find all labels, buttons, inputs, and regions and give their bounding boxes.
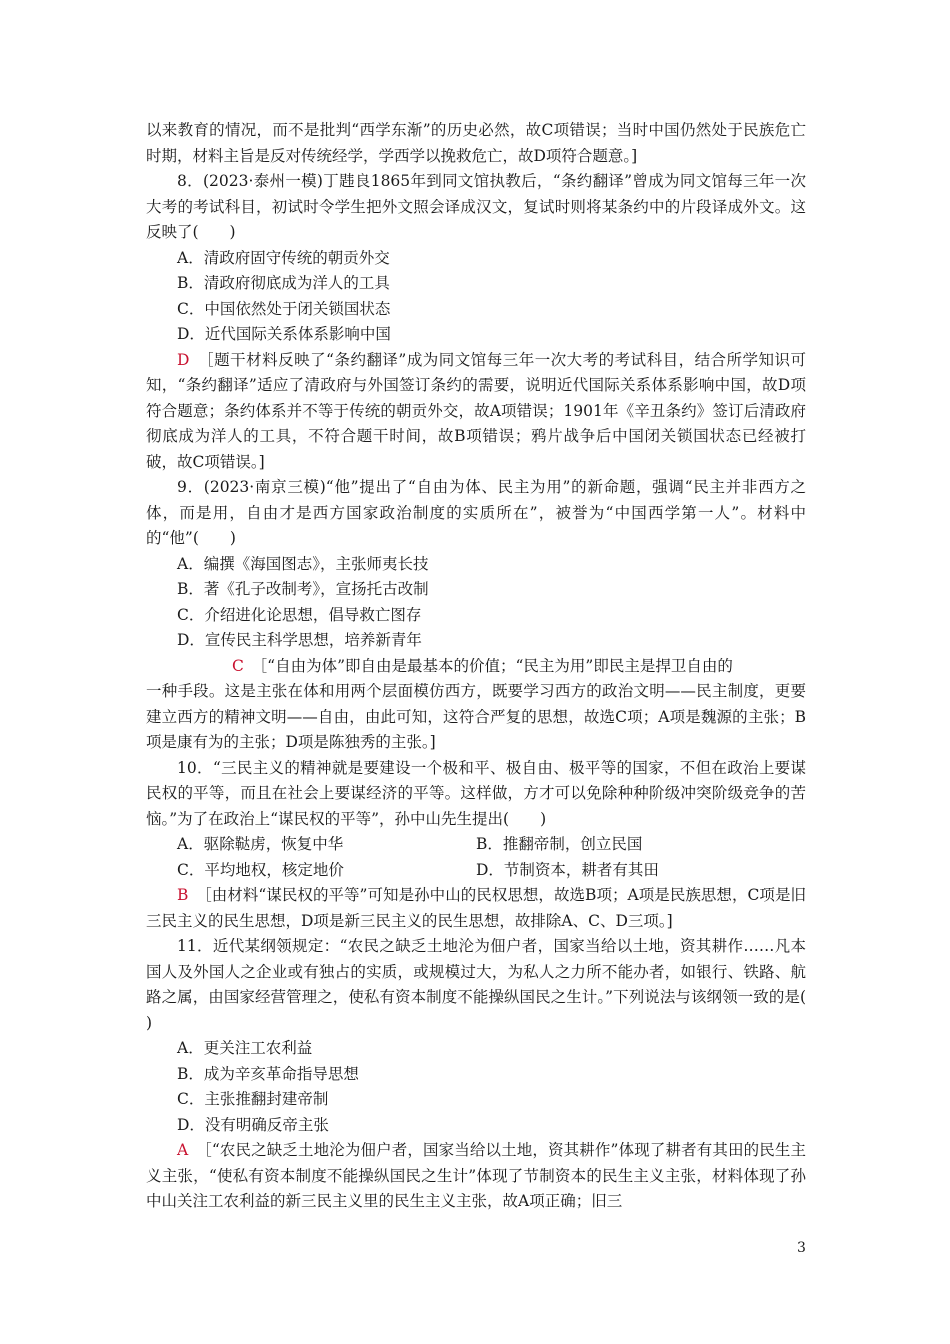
question-9-option-c: C．介绍进化论思想，倡导救亡图存 (177, 605, 422, 624)
page-body (146, 118, 838, 1215)
question-9-option-b: B．著《孔子改制考》，宣扬托古改制 (177, 580, 429, 598)
question-10-options-row-2 (146, 858, 806, 884)
question-8-option-b: B．清政府彻底成为洋人的工具 (177, 274, 390, 292)
question-11-option-a: A．更关注工农利益 (177, 1039, 313, 1057)
question-9-stem: 9．(2023·南京三模)“他”提出了“自由为体、民主为用”的新命题，强调“民主并非西方之体，而是用，自由才是西方国家政治制度的实质所在”，被誉为“中国西学第一人”。材料中的“他”( ) (146, 478, 806, 547)
question-8-stem: 8．(2023·泰州一模)丁韪良1865年到同文馆执教后，“条约翻译”曾成为同文馆每三年一次大考的考试科目，初试时令学生把外文照会译成汉文，复试时则将某条约中的片段译成外文。这反映了( ) (146, 172, 806, 241)
question-11-option-d: D．没有明确反帝主张 (177, 1115, 329, 1134)
question-9-option-a: A．编撰《海国图志》，主张师夷长技 (177, 554, 429, 573)
carryover-explanation: 以来教育的情况，而不是批判“西学东渐”的历史必然，故C项错误；当时中国仍然处于民族危亡时期，材料主旨是反对传统经学，学西学以挽救危亡，故D项符合题意。] (146, 121, 806, 165)
question-8-explanation: ［题干材料反映了“条约翻译”成为同文馆每三年一次大考的考试科目，结合所学知识可知，“条约翻译”适应了清政府与外国签订条约的需要，说明近代国际关系体系影响中国，故D项符合题意；条约体系并不等于传统的朝贡外交，故A项错误；1901年《辛丑条约》签订后清政府彻底成为洋人的工具，不符合题干时间，故B项错误；鸦片战争后中国闭关锁国状态已经被打破，故C项错误。] (146, 350, 806, 471)
question-10-answer-block (146, 883, 806, 934)
question-8-option-c: C．中国依然处于闭关锁国状态 (177, 299, 391, 318)
question-8-answer: D (177, 350, 190, 369)
question-11-option-b: B．成为辛亥革命指导思想 (177, 1064, 359, 1083)
question-11-option-c: C．主张推翻封建帝制 (177, 1090, 329, 1108)
question-9-option-d: D．宣传民主科学思想，培养新青年 (177, 631, 422, 649)
question-10-option-a: A．驱除鞑虏，恢复中华 (177, 835, 344, 853)
question-11-explanation: ［“农民之缺乏土地沦为佃户者，国家当给以土地，资其耕作”体现了耕者有其田的民生主义主张，“使私有资本制度不能操纵国民之生计”体现了节制资本的民生主义主张，材料体现了孙中山关注工农利益的新三民主义里的民生主义主张，故A项正确；旧三 (146, 1141, 806, 1210)
question-11-answer-block (146, 1138, 806, 1215)
question-8-option-d: D．近代国际关系体系影响中国 (177, 325, 391, 343)
question-11-answer: A (177, 1141, 189, 1159)
question-9-answer-block (146, 654, 806, 680)
question-8-option-a: A．清政府固守传统的朝贡外交 (177, 248, 390, 267)
question-10-stem: 10．“三民主义的精神就是要建设一个极和平、极自由、极平等的国家，不但在政治上要谋民权的平等，而且在社会上要谋经济的平等。这样做，方才可以免除种种阶级冲突阶级竞争的苦恼。”为了在政治上“谋民权的平等”，孙中山先生提出( ) (146, 758, 806, 828)
question-10-explanation: ［由材料“谋民权的平等”可知是孙中山的民权思想，故选B项；A项是民族思想，C项是旧三民主义的民生思想，D项是新三民主义的民生思想，故排除A、C、D三项。] (146, 886, 806, 930)
question-8-answer-block (146, 348, 806, 476)
question-10-option-b: B．推翻帝制，创立民国 (476, 835, 643, 853)
page-number: 3 (797, 1240, 806, 1256)
question-10-option-c: C．平均地权，核定地价 (177, 860, 344, 879)
question-9-explanation-first: ［“自由为体”即自由是最基本的价值；“民主为用”即民主是捍卫自由的 (259, 656, 733, 675)
question-10-option-d: D．节制资本，耕者有其田 (476, 860, 659, 879)
question-11-stem: 11．近代某纲领规定：“农民之缺乏土地沦为佃户者，国家当给以土地，资其耕作……凡本国人及外国人之企业或有独占的实质，或规模过大，为私人之力所不能办者，如银行、铁路、航路之属，由国家经营管理之，使私有资本制度不能操纵国民之生计。”下列说法与该纲领一致的是( ) (146, 937, 838, 1032)
question-9-explanation-rest: 一种手段。这是主张在体和用两个层面模仿西方，既要学习西方的政治文明——民主制度，更要建立西方的精神文明——自由，由此可知，这符合严复的思想，故选C项；A项是魏源的主张；B项是康有为的主张；D项是陈独秀的主张。] (146, 682, 806, 751)
question-10-options-row-1 (146, 832, 806, 858)
question-10-answer: B (177, 886, 189, 904)
question-9-answer: C (232, 656, 244, 675)
